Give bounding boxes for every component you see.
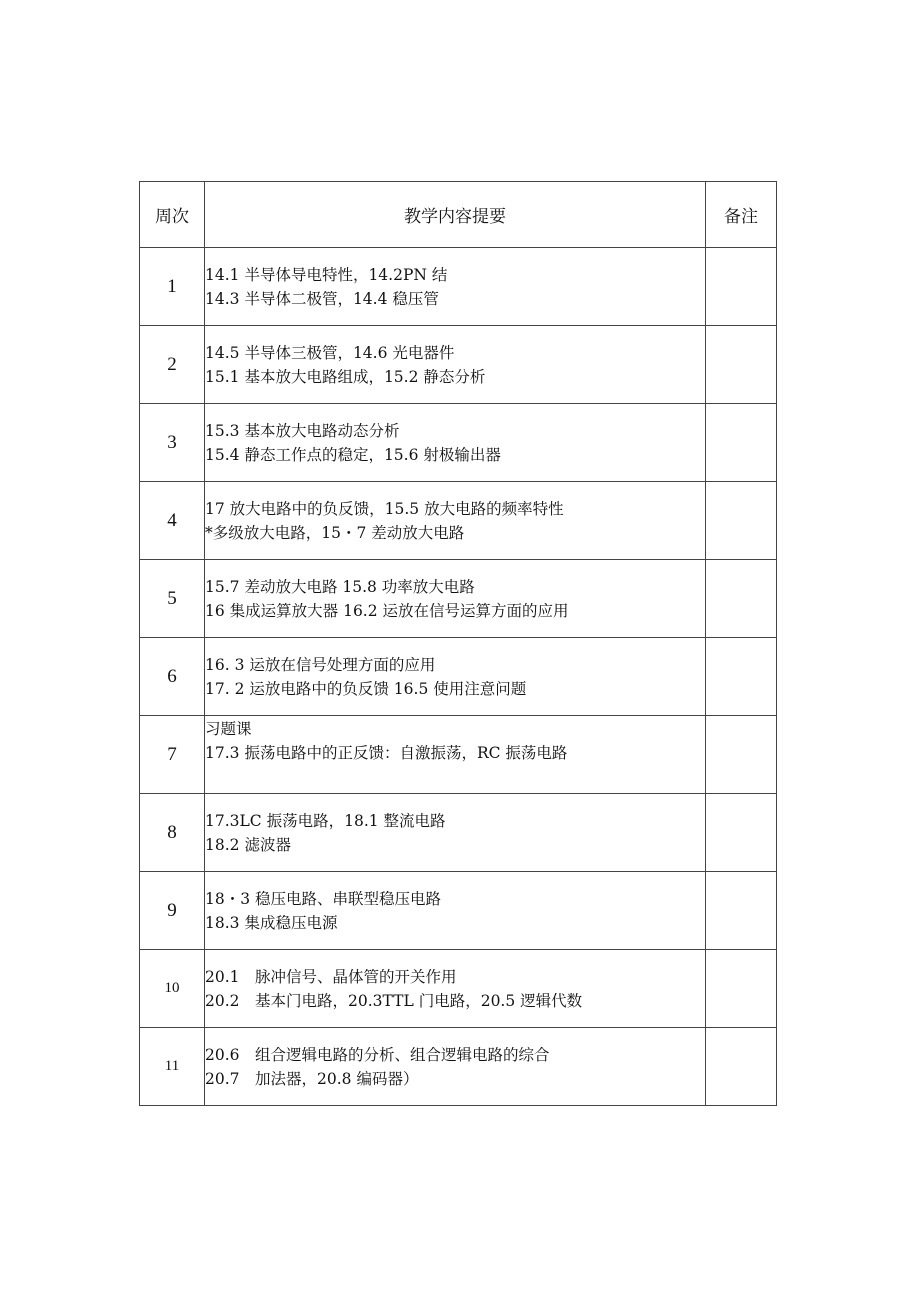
- content-line: 15.4 静态工作点的稳定，15.6 射极输出器: [205, 445, 501, 464]
- note-cell: [706, 1028, 777, 1106]
- header-row: [140, 182, 777, 248]
- content-line: 20.7 加法器，20.8 编码器）: [205, 1069, 419, 1088]
- content-line: 15.1 基本放大电路组成，15.2 静态分析: [205, 367, 486, 386]
- note-cell: [706, 560, 777, 638]
- table-row: [140, 560, 777, 638]
- note-cell: [706, 326, 777, 404]
- week-number: 10: [140, 950, 205, 1028]
- content-line: 17 放大电路中的负反馈，15.5 放大电路的频率特性: [205, 499, 564, 518]
- content-line: 14.5 半导体三极管，14.6 光电器件: [205, 343, 455, 362]
- table-row: [140, 1028, 777, 1106]
- schedule-table: [139, 181, 777, 1106]
- content-line: 习题课: [205, 720, 252, 738]
- table-row: [140, 638, 777, 716]
- content-cell: [205, 950, 706, 1028]
- content-cell: [205, 404, 706, 482]
- content-cell: [205, 716, 706, 794]
- content-cell: [205, 872, 706, 950]
- note-cell: [706, 248, 777, 326]
- table-row: [140, 716, 777, 794]
- content-cell: [205, 248, 706, 326]
- content-line: 14.3 半导体二极管，14.4 稳压管: [205, 289, 439, 308]
- content-line: 20.2 基本门电路，20.3TTL 门电路，20.5 逻辑代数: [205, 991, 583, 1010]
- note-cell: [706, 872, 777, 950]
- note-cell: [706, 794, 777, 872]
- content-line: 14.1 半导体导电特性，14.2PN 结: [205, 265, 448, 284]
- week-number: 1: [140, 248, 205, 326]
- header-note: 备注: [706, 182, 777, 248]
- note-cell: [706, 404, 777, 482]
- content-cell: [205, 638, 706, 716]
- week-number: 3: [140, 404, 205, 482]
- content-line: 17. 2 运放电路中的负反馈 16.5 使用注意问题: [205, 679, 527, 698]
- content-line: 18・3 稳压电路、串联型稳压电路: [205, 889, 442, 908]
- header-content: 教学内容提要: [205, 182, 706, 248]
- header-week: 周次: [140, 182, 205, 248]
- week-number: 9: [140, 872, 205, 950]
- week-number: 11: [140, 1028, 205, 1106]
- content-cell: [205, 1028, 706, 1106]
- content-line: 18.3 集成稳压电源: [205, 913, 338, 932]
- table-row: [140, 872, 777, 950]
- week-number: 8: [140, 794, 205, 872]
- week-number: 2: [140, 326, 205, 404]
- table-row: [140, 794, 777, 872]
- table-row: [140, 404, 777, 482]
- content-line: 16. 3 运放在信号处理方面的应用: [205, 655, 436, 674]
- note-cell: [706, 482, 777, 560]
- note-cell: [706, 638, 777, 716]
- content-line: 18.2 滤波器: [205, 835, 291, 854]
- content-cell: [205, 326, 706, 404]
- content-line: 17.3 振荡电路中的正反馈：自激振荡，RC 振荡电路: [205, 744, 568, 762]
- table-row: [140, 248, 777, 326]
- content-line: 17.3LC 振荡电路，18.1 整流电路: [205, 811, 446, 830]
- content-line: 20.6 组合逻辑电路的分析、组合逻辑电路的综合: [205, 1045, 550, 1064]
- week-number: 6: [140, 638, 205, 716]
- content-cell: [205, 482, 706, 560]
- week-number: 5: [140, 560, 205, 638]
- table-row: [140, 326, 777, 404]
- content-cell: [205, 794, 706, 872]
- content-line: *多级放大电路，15・7 差动放大电路: [205, 523, 465, 542]
- table-row: [140, 482, 777, 560]
- week-number: 7: [140, 716, 205, 794]
- week-number: 4: [140, 482, 205, 560]
- content-line: 15.7 差动放大电路 15.8 功率放大电路: [205, 577, 475, 596]
- content-cell: [205, 560, 706, 638]
- note-cell: [706, 950, 777, 1028]
- content-line: 15.3 基本放大电路动态分析: [205, 421, 400, 440]
- content-line: 20.1 脉冲信号、晶体管的开关作用: [205, 967, 457, 986]
- content-line: 16 集成运算放大器 16.2 运放在信号运算方面的应用: [205, 601, 569, 620]
- note-cell: [706, 716, 777, 794]
- table-row: [140, 950, 777, 1028]
